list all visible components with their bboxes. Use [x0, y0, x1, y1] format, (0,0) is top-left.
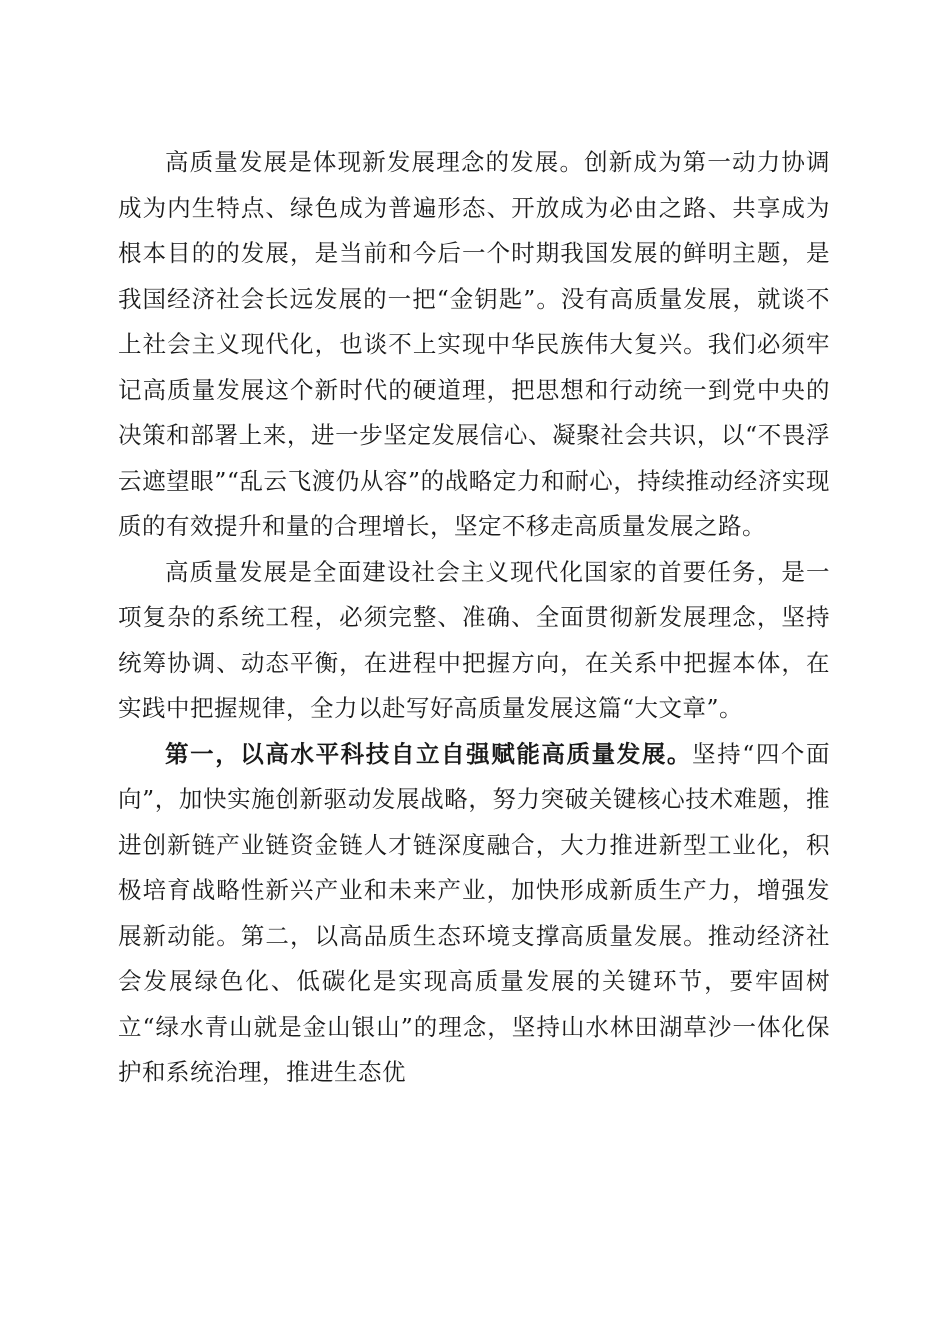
paragraph-1 — [118, 140, 830, 550]
paragraph-2-text: 高质量发展是全面建设社会主义现代化国家的首要任务，是一项复杂的系统工程，必须完整、准确、全面贯彻新发展理念，坚持统筹协调、动态平衡，在进程中把握方向，在关系中把握本体，在实践中把握规律，全力以赴写好高质量发展这篇“大文章”。 — [118, 557, 830, 722]
paragraph-1-text: 高质量发展是体现新发展理念的发展。创新成为第一动力协调成为内生特点、绿色成为普遍形态、开放成为必由之路、共享成为根本目的的发展，是当前和今后一个时期我国发展的鲜明主题，是我国经济社会长远发展的一把“金钥匙”。没有高质量发展，就谈不上社会主义现代化，也谈不上实现中华民族伟大复兴。我们必须牢记高质量发展这个新时代的硬道理，把思想和行动统一到党中央的决策和部署上来，进一步坚定发展信心、凝聚社会共识，以“不畏浮云遮望眼”“乱云飞渡仍从容”的战略定力和耐心，持续推动经济实现质的有效提升和量的合理增长，坚定不移走高质量发展之路。 — [118, 148, 830, 540]
paragraph-3 — [118, 732, 830, 1096]
paragraph-3-text: 坚持“四个面向”，加快实施创新驱动发展战略，努力突破关键核心技术难题，推进创新链产业链资金链人才链深度融合，大力推进新型工业化，积极培育战略性新兴产业和未来产业，加快形成新质生产力，增强发展新动能。第二，以高品质生态环境支撑高质量发展。推动经济社会发展绿色化、低碳化是实现高质量发展的关键环节，要牢固树立“绿水青山就是金山银山”的理念，坚持山水林田湖草沙一体化保护和系统治理，推进生态优 — [118, 739, 831, 1086]
paragraph-2 — [118, 550, 830, 732]
body-text — [118, 140, 830, 1096]
paragraph-3-lead: 第一，以高水平科技自立自强赋能高质量发展。 — [165, 739, 693, 768]
